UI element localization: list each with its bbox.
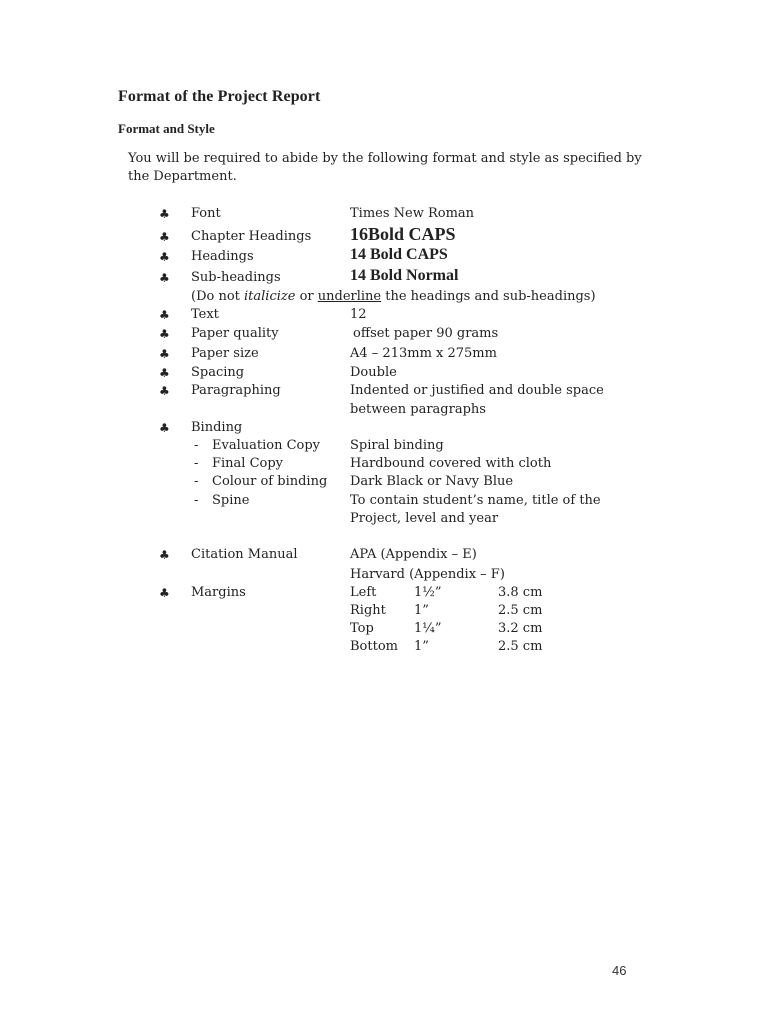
item-value: Project, level and year xyxy=(350,511,499,526)
margin-inches: 1½” xyxy=(414,585,442,600)
club-bullet-icon: ♣ xyxy=(159,384,170,398)
page-title: Format of the Project Report xyxy=(118,88,321,105)
item-label: Paper size xyxy=(191,346,259,361)
item-label: Spacing xyxy=(191,365,245,380)
margin-inches: 1¼” xyxy=(414,621,442,636)
margin-side: Right xyxy=(350,603,386,618)
dash-marker: - xyxy=(194,474,199,489)
item-value: Times New Roman xyxy=(350,206,475,221)
item-label: Text xyxy=(191,307,219,322)
item-label: Colour of binding xyxy=(212,474,328,489)
margin-cm: 2.5 cm xyxy=(498,603,543,618)
margin-side: Top xyxy=(350,621,374,636)
item-label: Final Copy xyxy=(212,456,284,471)
item-value: Double xyxy=(350,365,397,380)
note-text: (Do not italicize or underline the headings and sub-headings) xyxy=(191,289,596,304)
club-bullet-icon: ♣ xyxy=(159,207,170,221)
item-value: 14 Bold Normal xyxy=(350,267,459,284)
club-bullet-icon: ♣ xyxy=(159,421,170,435)
item-value: between paragraphs xyxy=(350,402,486,417)
club-bullet-icon: ♣ xyxy=(159,366,170,380)
item-label: Evaluation Copy xyxy=(212,438,321,453)
club-bullet-icon: ♣ xyxy=(159,347,170,361)
margin-inches: 1” xyxy=(414,603,429,618)
club-bullet-icon: ♣ xyxy=(159,308,170,322)
club-bullet-icon: ♣ xyxy=(159,327,170,341)
club-bullet-icon: ♣ xyxy=(159,230,170,244)
dash-marker: - xyxy=(194,493,199,508)
item-label: Margins xyxy=(191,585,246,600)
club-bullet-icon: ♣ xyxy=(159,271,170,285)
item-label: Font xyxy=(191,206,221,221)
section-title: Format and Style xyxy=(118,121,215,136)
item-label: Spine xyxy=(212,493,250,508)
club-bullet-icon: ♣ xyxy=(159,586,170,600)
item-value: APA (Appendix – E) xyxy=(350,547,477,562)
item-label: Sub-headings xyxy=(191,270,281,285)
item-value: 12 xyxy=(350,307,367,322)
item-value: 16Bold CAPS xyxy=(350,224,456,244)
item-value: 14 Bold CAPS xyxy=(350,246,448,263)
item-value: Spiral binding xyxy=(350,438,444,453)
item-value: To contain student’s name, title of the xyxy=(350,493,601,508)
item-label: Paper quality xyxy=(191,326,279,341)
item-label: Citation Manual xyxy=(191,547,298,562)
margin-side: Left xyxy=(350,585,377,600)
margin-cm: 2.5 cm xyxy=(498,639,543,654)
dash-marker: - xyxy=(194,438,199,453)
margin-inches: 1” xyxy=(414,639,429,654)
margin-cm: 3.8 cm xyxy=(498,585,543,600)
item-label: Binding xyxy=(191,420,243,435)
item-value: Hardbound covered with cloth xyxy=(350,456,552,471)
club-bullet-icon: ♣ xyxy=(159,250,170,264)
margin-cm: 3.2 cm xyxy=(498,621,543,636)
page-number: 46 xyxy=(612,963,627,978)
margin-side: Bottom xyxy=(350,639,398,654)
item-label: Headings xyxy=(191,249,254,264)
item-value: A4 – 213mm x 275mm xyxy=(350,346,497,361)
item-label: Paragraphing xyxy=(191,383,281,398)
club-bullet-icon: ♣ xyxy=(159,548,170,562)
item-label: Chapter Headings xyxy=(191,229,312,244)
item-value: Indented or justified and double space xyxy=(350,383,604,398)
dash-marker: - xyxy=(194,456,199,471)
item-value: offset paper 90 grams xyxy=(353,326,499,341)
intro-paragraph: You will be required to abide by the following format and style as specified by the Department. xyxy=(128,151,642,184)
item-value: Dark Black or Navy Blue xyxy=(350,474,514,489)
item-value: Harvard (Appendix – F) xyxy=(350,567,505,582)
